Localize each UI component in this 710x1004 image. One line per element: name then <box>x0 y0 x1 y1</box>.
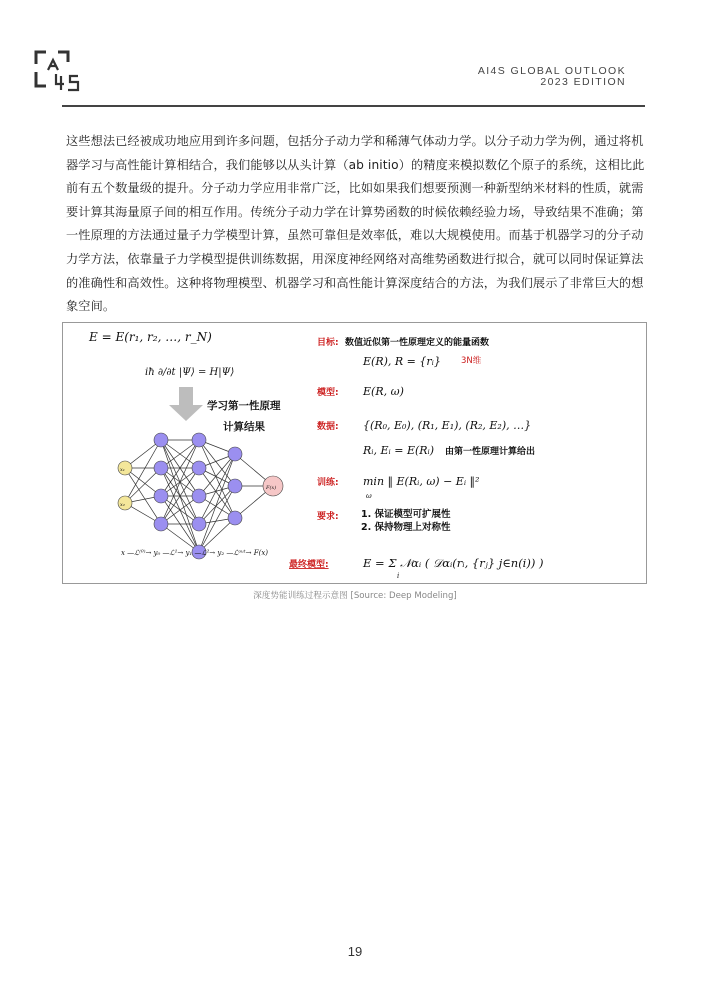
final-model-label: 最终模型: <box>289 560 329 570</box>
layer-pipeline: x —ℒ⁽⁰⁾→ y₀ —ℒ¹→ y₁ —ℒ²→ y₂ —ℒᵒᵘᵗ→ F(x) <box>121 549 268 557</box>
body-paragraph: 这些想法已经被成功地应用到许多问题，包括分子动力学和稀薄气体动力学。以分子动力学为例，通过将机器学习与高性能计算相结合，我们能够以从头计算（ab initio）的精度来模拟数亿个原子的系统，这相比此前有五个数量级的提升。分子动力学应用非常广泛，比如如果我们想要预测一种新型纳米材料的性质，就需要计算其海量原子间的相互作用。传统分子动力学在计算势函数的时候依赖经验力场，导致结果不准确；第一性原理的方法通过量子力学模型计算，虽然可靠但是效率低，难以大规模使用。而基于机器学习的分子动力学方法，依靠量子力学模型提供训练数据，用深度神经网络对高维势函数进行拟合，就可以同时保证算法的准确性和高效性。这种将物理模型、机器学习和高性能计算深度结合的方法，为我们展示了非常巨大的想象空间。 <box>66 134 645 314</box>
goal-label: 目标: <box>317 338 339 348</box>
figure-caption: 深度势能训练过程示意图 [Source: Deep Modeling] <box>253 591 457 601</box>
arrow-label-learn: 学习第一性原理 <box>207 400 281 412</box>
ai4s-logo <box>34 50 82 96</box>
model-label: 模型: <box>317 388 339 398</box>
training-diagram <box>62 322 647 584</box>
data-equation: {(R₀, E₀), (R₁, E₁), (R₂, E₂), …} <box>363 419 532 432</box>
header-title: AI4S GLOBAL OUTLOOK <box>477 65 626 77</box>
requirement-item-1: 1. 保证模型可扩展性 <box>361 509 451 520</box>
final-model-equation: E = Σ 𝒩αᵢ ( 𝒟αᵢ(rᵢ, {rⱼ} j∈n(i)) ) <box>363 556 544 570</box>
output-node-label: F(x) <box>266 485 277 491</box>
requirement-label: 要求: <box>317 512 339 522</box>
goal-note: 3N维 <box>461 356 482 366</box>
arrow-label-result: 计算结果 <box>223 421 265 433</box>
header-divider <box>62 105 645 107</box>
page-number: 19 <box>347 944 363 959</box>
data-equation-2: Rᵢ, Eᵢ = E(Rᵢ) <box>363 444 435 457</box>
train-label: 训练: <box>317 478 339 488</box>
header-edition <box>478 66 626 88</box>
train-equation: min ‖ E(Rᵢ, ω) − Eᵢ ‖² <box>363 475 480 488</box>
final-model-subscript: i <box>397 572 400 580</box>
input-node-label-1: x₁ <box>120 467 125 473</box>
model-equation: E(R, ω) <box>363 385 404 398</box>
data-label: 数据: <box>317 422 339 432</box>
energy-equation: E = E(r₁, r₂, …, r_N) <box>89 330 212 344</box>
schrodinger-equation: iħ ∂/∂t |Ψ⟩ = H|Ψ⟩ <box>145 367 235 378</box>
down-arrow-icon <box>169 387 203 421</box>
data-note: 由第一性原理计算给出 <box>445 447 536 457</box>
requirement-item-2: 2. 保持物理上对称性 <box>361 522 451 533</box>
header-edition-year: 2023 EDITION <box>540 76 626 88</box>
train-subscript: ω <box>366 492 372 500</box>
input-node-label-2: x₂ <box>120 502 125 508</box>
goal-text: 数值近似第一性原理定义的能量函数 <box>345 338 490 348</box>
goal-equation: E(R), R = {rᵢ} <box>363 355 441 368</box>
